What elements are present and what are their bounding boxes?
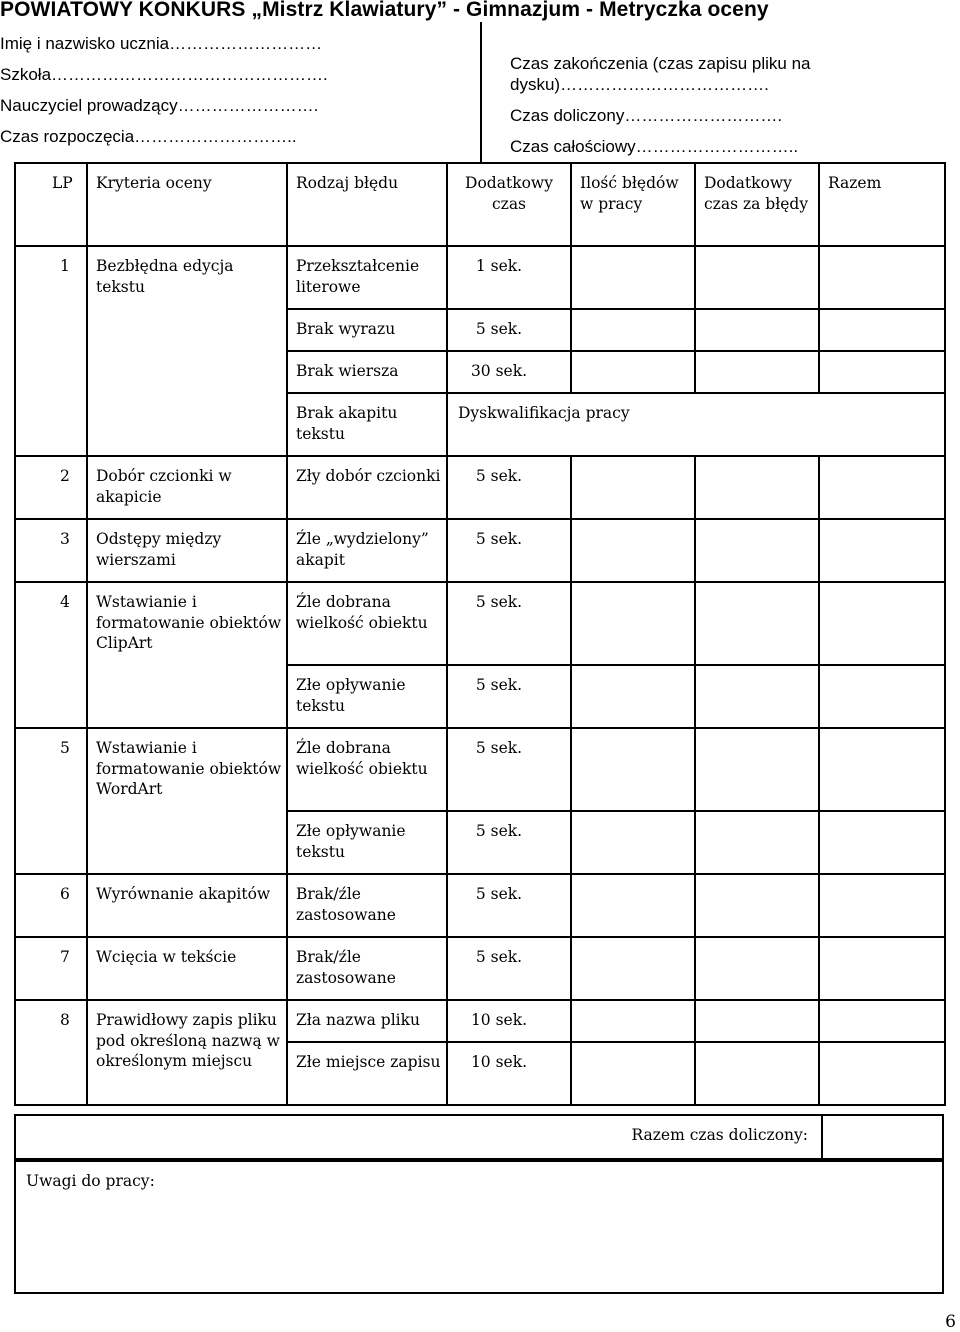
cell-extra-time: 1 sek.	[447, 246, 571, 309]
cell-extra-time: 10 sek.	[447, 1000, 571, 1042]
table-row	[15, 519, 945, 582]
notes-box[interactable]	[14, 1160, 944, 1294]
table-row	[15, 874, 945, 937]
cell-error-type: Źle dobrana wielkość obiektu	[287, 582, 447, 665]
cell-extra-time: 5 sek.	[447, 519, 571, 582]
start-time-field[interactable]: Czas rozpoczęcia………………………..	[0, 127, 297, 146]
cell-lp: 2	[15, 456, 87, 519]
cell-total[interactable]	[819, 665, 945, 728]
cell-error-time[interactable]	[695, 519, 819, 582]
cell-error-type: Brak akapitu tekstu	[287, 393, 447, 456]
cell-error-count[interactable]	[571, 246, 695, 309]
cell-error-count[interactable]	[571, 582, 695, 665]
cell-total[interactable]	[819, 246, 945, 309]
cell-error-time[interactable]	[695, 665, 819, 728]
cell-error-count[interactable]	[571, 811, 695, 874]
table-row	[15, 582, 945, 665]
header-divider	[480, 22, 482, 162]
summary-divider	[821, 1116, 823, 1158]
header-total: Razem	[819, 163, 945, 246]
header-criteria: Kryteria oceny	[87, 163, 287, 246]
cell-error-time[interactable]	[695, 246, 819, 309]
cell-error-time[interactable]	[695, 351, 819, 393]
cell-total[interactable]	[819, 309, 945, 351]
extra-time-field[interactable]: Czas doliczony……………………….	[510, 106, 783, 125]
cell-total[interactable]	[819, 728, 945, 811]
notes-label: Uwagi do pracy:	[26, 1172, 155, 1190]
cell-criterion: Wyrównanie akapitów	[87, 874, 287, 937]
cell-error-count[interactable]	[571, 1000, 695, 1042]
cell-criterion: Wcięcia w tekście	[87, 937, 287, 1000]
cell-lp: 3	[15, 519, 87, 582]
cell-criterion: Prawidłowy zapis pliku pod określoną nazwą w określonym miejscu	[87, 1000, 287, 1105]
cell-error-time[interactable]	[695, 456, 819, 519]
header-extra-time: Dodatkowy czas	[447, 163, 571, 246]
header-error-type: Rodzaj błędu	[287, 163, 447, 246]
cell-lp: 5	[15, 728, 87, 874]
cell-extra-time: 30 sek.	[447, 351, 571, 393]
cell-lp: 8	[15, 1000, 87, 1105]
cell-extra-time: 5 sek.	[447, 309, 571, 351]
cell-error-count[interactable]	[571, 351, 695, 393]
cell-total[interactable]	[819, 811, 945, 874]
cell-error-time[interactable]	[695, 811, 819, 874]
cell-error-time[interactable]	[695, 728, 819, 811]
cell-total[interactable]	[819, 456, 945, 519]
cell-error-count[interactable]	[571, 309, 695, 351]
cell-total[interactable]	[819, 874, 945, 937]
total-time-field[interactable]: Czas całościowy………………………..	[510, 137, 799, 156]
cell-disqualification: Dyskwalifikacja pracy	[447, 393, 945, 456]
cell-error-type: Zły dobór czcionki	[287, 456, 447, 519]
cell-error-type: Zła nazwa pliku	[287, 1000, 447, 1042]
cell-error-count[interactable]	[571, 1042, 695, 1105]
cell-error-time[interactable]	[695, 309, 819, 351]
cell-extra-time: 5 sek.	[447, 582, 571, 665]
cell-error-count[interactable]	[571, 665, 695, 728]
cell-error-time[interactable]	[695, 874, 819, 937]
cell-error-count[interactable]	[571, 456, 695, 519]
cell-error-count[interactable]	[571, 519, 695, 582]
cell-error-time[interactable]	[695, 1000, 819, 1042]
cell-extra-time: 5 sek.	[447, 874, 571, 937]
cell-error-type: Źle „wydzielony” akapit	[287, 519, 447, 582]
student-name-field[interactable]: Imię i nazwisko ucznia………………………	[0, 34, 323, 53]
cell-error-time[interactable]	[695, 582, 819, 665]
school-field[interactable]: Szkoła………………………………………….	[0, 65, 328, 84]
table-row	[15, 1000, 945, 1042]
cell-error-count[interactable]	[571, 728, 695, 811]
table-row	[15, 456, 945, 519]
cell-error-type: Brak/źle zastosowane	[287, 937, 447, 1000]
cell-error-type: Złe miejsce zapisu	[287, 1042, 447, 1105]
end-time-field[interactable]: dysku)……………………………….	[510, 75, 769, 94]
cell-lp: 1	[15, 246, 87, 456]
cell-total[interactable]	[819, 582, 945, 665]
cell-error-time[interactable]	[695, 1042, 819, 1105]
cell-lp: 7	[15, 937, 87, 1000]
cell-extra-time: 5 sek.	[447, 728, 571, 811]
cell-total[interactable]	[819, 1042, 945, 1105]
cell-total[interactable]	[819, 1000, 945, 1042]
cell-total[interactable]	[819, 351, 945, 393]
cell-extra-time: 5 sek.	[447, 665, 571, 728]
cell-error-type: Przekształcenie literowe	[287, 246, 447, 309]
cell-criterion: Bezbłędna edycja tekstu	[87, 246, 287, 456]
score-table	[14, 162, 946, 1106]
cell-error-type: Brak wyrazu	[287, 309, 447, 351]
cell-lp: 4	[15, 582, 87, 728]
page-title: POWIATOWY KONKURS „Mistrz Klawiatury” - Gimnazjum - Metryczka oceny	[0, 0, 769, 21]
table-row	[15, 246, 945, 309]
cell-criterion: Odstępy między wierszami	[87, 519, 287, 582]
cell-criterion: Wstawianie i formatowanie obiektów WordArt	[87, 728, 287, 874]
header-error-count: Ilość błędów w pracy	[571, 163, 695, 246]
header-error-time: Dodatkowy czas za błędy	[695, 163, 819, 246]
cell-extra-time: 5 sek.	[447, 811, 571, 874]
end-time-label: Czas zakończenia (czas zapisu pliku na	[510, 54, 811, 73]
cell-error-type: Złe opływanie tekstu	[287, 811, 447, 874]
cell-extra-time: 10 sek.	[447, 1042, 571, 1105]
cell-error-count[interactable]	[571, 874, 695, 937]
cell-error-type: Źle dobrana wielkość obiektu	[287, 728, 447, 811]
table-row	[15, 937, 945, 1000]
cell-lp: 6	[15, 874, 87, 937]
table-header-row	[15, 163, 945, 246]
cell-criterion: Dobór czcionki w akapicie	[87, 456, 287, 519]
page-number: 6	[945, 1312, 956, 1332]
cell-total[interactable]	[819, 519, 945, 582]
summary-label: Razem czas doliczony:	[631, 1126, 808, 1144]
header-lp: LP	[15, 163, 87, 246]
cell-total[interactable]	[819, 937, 945, 1000]
cell-error-time[interactable]	[695, 937, 819, 1000]
cell-error-type: Brak wiersza	[287, 351, 447, 393]
cell-error-type: Złe opływanie tekstu	[287, 665, 447, 728]
table-row	[15, 728, 945, 811]
cell-error-count[interactable]	[571, 937, 695, 1000]
teacher-field[interactable]: Nauczyciel prowadzący…………………….	[0, 96, 319, 115]
cell-extra-time: 5 sek.	[447, 937, 571, 1000]
cell-criterion: Wstawianie i formatowanie obiektów ClipArt	[87, 582, 287, 728]
summary-row	[14, 1114, 944, 1160]
cell-extra-time: 5 sek.	[447, 456, 571, 519]
cell-error-type: Brak/źle zastosowane	[287, 874, 447, 937]
